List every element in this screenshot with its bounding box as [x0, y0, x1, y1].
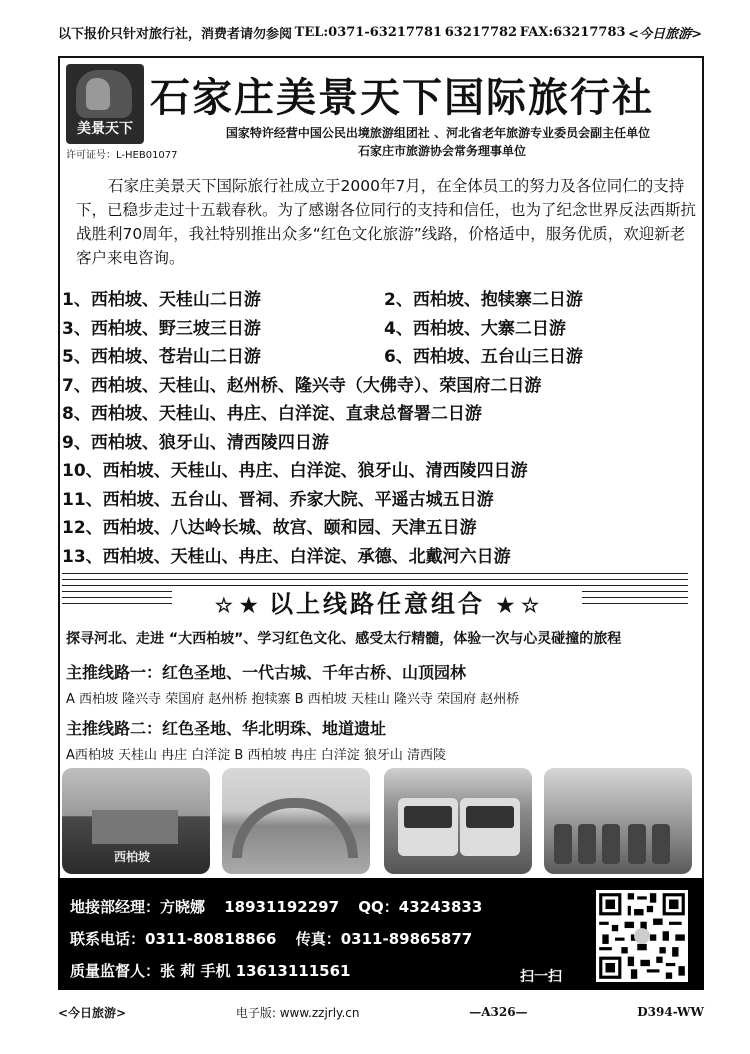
- zhaozhou-bridge-photo: [222, 768, 370, 874]
- route-item: 1、西柏坡、天桂山二日游: [62, 290, 261, 310]
- notice-text: 以下报价只针对旅行社，消费者请勿参阅: [58, 26, 293, 42]
- combo-banner: [172, 588, 582, 620]
- manager-row: [70, 896, 496, 917]
- route-item: 2、西柏坡、抱犊寨二日游: [384, 290, 583, 310]
- brand-text: <今日旅游>: [628, 26, 702, 42]
- intro-paragraph: 石家庄美景天下国际旅行社成立于2000年7月，在全体员工的努力及各位同仁的支持下，已稳步走过十五载春秋。为了感谢各位同行的支持和信任，也为了纪念世界反法西斯抗战胜利70周年，我社特别推出众多“红色文化旅游”线路，价格适中，服务优质，欢迎新老客户来电咨询。: [76, 177, 697, 267]
- manager-phone: 18931192297: [224, 898, 340, 916]
- route-item: 11、西柏坡、五台山、晋祠、乔家大院、平遥古城五日游: [62, 489, 494, 510]
- license-number: 许可证号：L-HEB01077: [66, 150, 178, 161]
- route-item: 5、西柏坡、苍岩山二日游: [62, 347, 261, 367]
- agency-logo: [66, 64, 144, 144]
- route-item: 7、西柏坡、天桂山、赵州桥、隆兴寺（大佛寺）、荣国府二日游: [62, 375, 542, 396]
- supervisor: 质量监督人：张 莉 手机 13613111561: [70, 962, 351, 980]
- thumbs-up-icon: [76, 70, 132, 118]
- contact-fax: 传真：0311-89865877: [295, 930, 473, 948]
- qr-code-icon[interactable]: [596, 890, 688, 982]
- bus-fleet-photo: [384, 768, 532, 874]
- scan-label: 扫一扫: [520, 969, 562, 985]
- route-item: 4、西柏坡、大寨二日游: [384, 318, 566, 339]
- route-item: 6、西柏坡、五台山三日游: [384, 347, 583, 367]
- route-item: 12、西柏坡、八达岭长城、故宫、颐和园、天津五日游: [62, 518, 477, 538]
- manager-name: 地接部经理：方晓娜: [70, 898, 206, 916]
- logo-text: 美景天下: [77, 121, 133, 137]
- route-item: 9、西柏坡、狼牙山、清西陵四日游: [62, 432, 329, 453]
- route-list: [62, 286, 702, 571]
- qq-number: QQ：43243833: [358, 898, 483, 916]
- agency-membership: 石家庄市旅游协会常务理事单位: [357, 144, 526, 158]
- fax-text: FAX:63217783: [519, 24, 626, 40]
- top-info-bar: [58, 18, 702, 46]
- footer-brand: <今日旅游>: [58, 1005, 127, 1020]
- footer-website[interactable]: 电子版: www.zzjrly.cn: [235, 1005, 360, 1020]
- page-number: —A326—: [469, 1005, 528, 1019]
- tel2-text: 63217782: [444, 24, 518, 40]
- contact-tel: 联系电话：0311-80818866: [70, 930, 277, 948]
- main-line-1-stops: A 西柏坡 隆兴寺 荣国府 赵州桥 抱犊寨 B 西柏坡 天桂山 隆兴寺 荣国府 赵州桥: [66, 692, 520, 707]
- main-line-2-stops: A西柏坡 天桂山 冉庄 白洋淀 B 西柏坡 冉庄 白洋淀 狼牙山 清西陵: [66, 748, 447, 763]
- ad-code: D394-WW: [637, 1005, 704, 1019]
- tel-text: TEL:0371-63217781: [294, 24, 443, 40]
- route-item: 3、西柏坡、野三坡三日游: [62, 318, 261, 339]
- route-item: 13、西柏坡、天桂山、冉庄、白洋淀、承德、北戴河六日游: [62, 546, 511, 567]
- agency-qualification: 国家特许经营中国公民出境旅游组团社 、河北省老年旅游专业委员会副主任单位: [225, 126, 651, 140]
- tel-row: [70, 928, 486, 949]
- supervisor-row: [70, 960, 364, 981]
- main-line-1: 主推线路一：红色圣地、一代古城、千年古桥、山顶园林: [66, 663, 467, 682]
- slogan: 探寻河北、走进 “大西柏坡”、学习红色文化、感受太行精髓，体验一次与心灵碰撞的旅程: [66, 631, 622, 647]
- route-item: 10、西柏坡、天桂山、冉庄、白洋淀、狼牙山、清西陵四日游: [62, 461, 528, 481]
- route-item: 8、西柏坡、天桂山、冉庄、白洋淀、直隶总督署二日游: [62, 404, 482, 424]
- banner-text: 以上线路任意组合: [269, 589, 485, 618]
- bottom-info-bar: [58, 1000, 704, 1024]
- star-icon: ★ ☆: [496, 593, 540, 617]
- main-line-2: 主推线路二：红色圣地、华北明珠、地道遗址: [66, 719, 387, 738]
- bus-interior-photo: [544, 768, 692, 874]
- agency-name: 石家庄美景天下国际旅行社: [150, 74, 654, 121]
- xibaipo-photo: [62, 768, 210, 874]
- photo-caption: 西柏坡: [113, 850, 150, 864]
- star-icon: ☆ ★: [214, 593, 258, 617]
